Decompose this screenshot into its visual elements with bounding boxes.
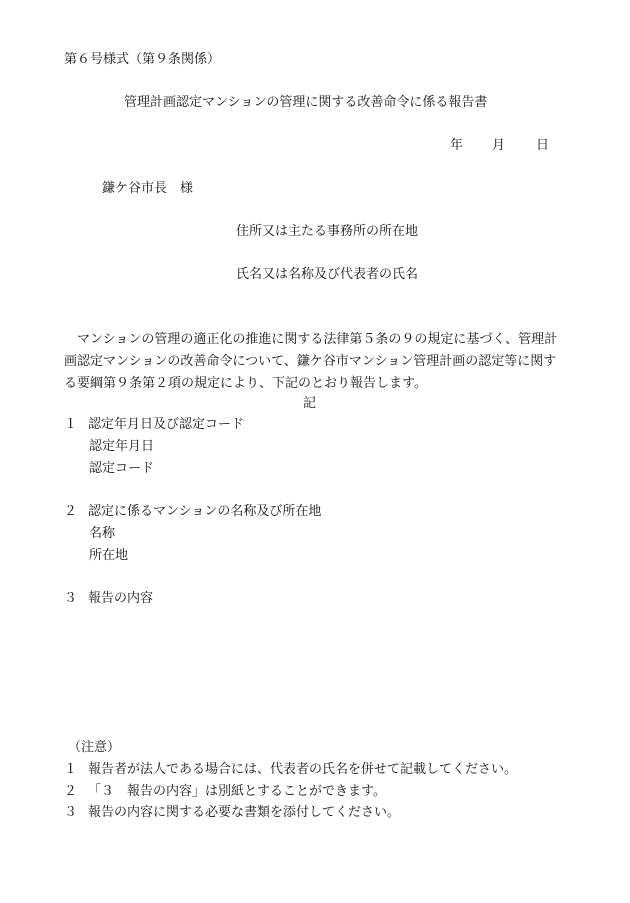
note-number: ３ xyxy=(64,805,78,820)
section-heading xyxy=(64,505,321,518)
section-number: ３ xyxy=(64,591,78,606)
section-item: 名称 xyxy=(89,526,116,541)
date-line xyxy=(450,139,549,152)
report-body-text: マンションの管理の適正化の推進に関する法律第５条の９の規定に基づく、管理計画認定マンションの改善命令について、鎌ケ谷市マンション管理計画の認定等に関する要綱第９条第２項の規定により、下記のとおり報告します。 xyxy=(64,332,558,391)
note-text: 報告の内容に関する必要な書類を添付してください。 xyxy=(88,805,401,820)
section-title: 認定に係るマンションの名称及び所在地 xyxy=(88,504,322,519)
section-item: 認定コード xyxy=(89,461,155,476)
date-month-label: 月 xyxy=(492,138,506,153)
section-item: 所在地 xyxy=(89,548,129,563)
section-heading xyxy=(64,592,153,605)
note-number: ２ xyxy=(64,784,78,799)
note-text: 「３ 報告の内容」は別紙とすることができます。 xyxy=(88,784,386,799)
addressee-honorific: 様 xyxy=(180,181,194,196)
document-title: 管理計画認定マンションの管理に関する改善命令に係る報告書 xyxy=(124,95,488,110)
note-number: １ xyxy=(64,762,78,777)
section-number: １ xyxy=(64,417,78,432)
reporter-address-label: 住所又は主たる事務所の所在地 xyxy=(236,224,419,239)
reporter-name-label: 氏名又は名称及び代表者の氏名 xyxy=(236,267,419,282)
note-item xyxy=(64,785,386,798)
date-day-label: 日 xyxy=(536,138,550,153)
note-text: 報告者が法人である場合には、代表者の氏名を併せて記載してください。 xyxy=(88,762,518,777)
notes-title: （注意） xyxy=(68,740,121,755)
section-heading xyxy=(64,418,244,431)
section-title: 報告の内容 xyxy=(88,591,154,606)
addressee xyxy=(102,182,193,195)
note-item xyxy=(64,806,400,819)
ki-heading: 記 xyxy=(303,396,317,411)
addressee-name: 鎌ケ谷市長 xyxy=(102,181,168,196)
section-item: 認定年月日 xyxy=(89,439,155,454)
form-number: 第６号様式（第９条関係） xyxy=(64,52,221,67)
note-item xyxy=(64,763,517,776)
date-year-label: 年 xyxy=(450,138,464,153)
section-number: ２ xyxy=(64,504,78,519)
section-title: 認定年月日及び認定コード xyxy=(88,417,245,432)
